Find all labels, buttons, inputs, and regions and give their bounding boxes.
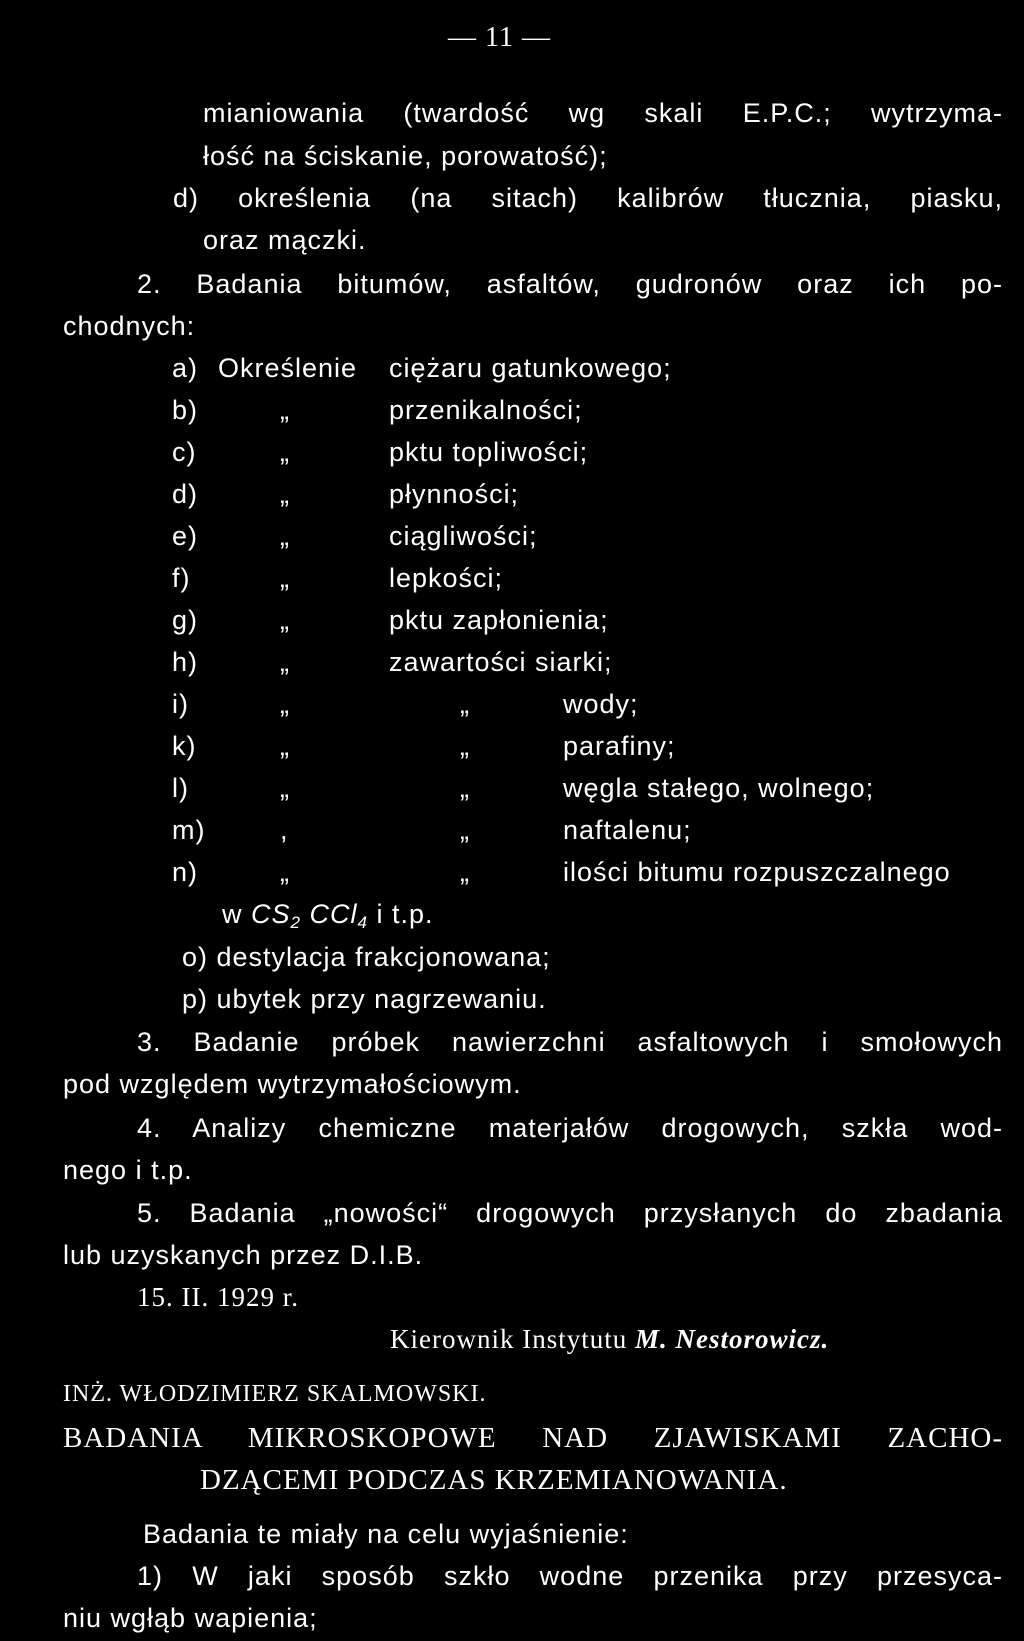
- item-n-continuation: [222, 898, 434, 939]
- item-text: zawartości siarki;: [389, 647, 613, 677]
- ditto-mark: „: [280, 773, 290, 803]
- item-lead: Określenie: [218, 353, 358, 383]
- item-text: przenikalności;: [389, 395, 583, 425]
- ditto-mark: „: [460, 689, 470, 719]
- section-3-cont: pod względem wytrzymałościowym.: [63, 1069, 522, 1099]
- formula-suffix: i t.p.: [376, 899, 434, 929]
- item-letter: l): [172, 773, 189, 803]
- item-letter: f): [172, 563, 191, 593]
- item-letter: c): [172, 437, 197, 467]
- section-5-heading: 5. Badania „nowości“ drogowych przysłanych do zbadania: [137, 1198, 1003, 1228]
- item-text: ilości bitumu rozpuszczalnego: [563, 857, 951, 887]
- item-letter: i): [172, 689, 189, 719]
- item-letter: d): [172, 479, 199, 509]
- ditto-mark: „: [460, 857, 470, 887]
- formula-ccl4: CCl$_4$: [309, 899, 368, 932]
- section-5-cont: lub uzyskanych przez D.I.B.: [63, 1240, 424, 1270]
- ditto-mark: „: [280, 521, 290, 551]
- text-line: d) określenia (na sitach) kalibrów tłucznia, piasku,: [173, 183, 1003, 213]
- item-letter: n): [172, 857, 199, 887]
- ditto-mark: „: [460, 815, 470, 845]
- item-text: pktu topliwości;: [389, 437, 589, 467]
- section-2-heading-cont: chodnych:: [63, 311, 196, 341]
- ditto-mark: ,: [280, 815, 289, 845]
- author-name: INŻ. WŁODZIMIERZ SKALMOWSKI.: [63, 1381, 487, 1407]
- item-letter: a): [172, 353, 199, 383]
- item-text: naftalenu;: [563, 815, 692, 845]
- ditto-mark: „: [280, 857, 290, 887]
- text-line: mianiowania (twardość wg skali E.P.C.; wytrzyma-: [203, 98, 1003, 128]
- body-line: 1) W jaki sposób szkło wodne przenika przy przesyca-: [137, 1561, 1003, 1591]
- text-line: łość na ściskanie, porowatość);: [203, 141, 608, 171]
- item-letter: b): [172, 395, 199, 425]
- ditto-mark: „: [280, 731, 290, 761]
- body-line: niu wgłąb wapienia;: [63, 1603, 318, 1633]
- item-text: ciągliwości;: [389, 521, 538, 551]
- signature-label: Kierownik Instytutu: [390, 1324, 628, 1354]
- ditto-mark: „: [280, 437, 290, 467]
- formula-cs2: $CS_2$: [251, 899, 301, 932]
- item-text: wody;: [563, 689, 639, 719]
- body-line: Badania te miały na celu wyjaśnienie:: [143, 1519, 629, 1549]
- article-title-line1: BADANIA MIKROSKOPOWE NAD ZJAWISKAMI ZACHO-: [63, 1422, 1003, 1454]
- item-letter: h): [172, 647, 199, 677]
- section-4-cont: nego i t.p.: [63, 1155, 193, 1185]
- item-text: parafiny;: [563, 731, 676, 761]
- signature-name: M. Nestorowicz.: [634, 1324, 830, 1354]
- section-3-heading: 3. Badanie próbek nawierzchni asfaltowych i smołowych: [137, 1027, 1003, 1057]
- ditto-mark: „: [280, 689, 290, 719]
- section-2-heading: 2. Badania bitumów, asfaltów, gudronów oraz ich po-: [137, 269, 1003, 299]
- item-text: ciężaru gatunkowego;: [389, 353, 672, 383]
- item-text: węgla stałego, wolnego;: [563, 773, 875, 803]
- item-text: pktu zapłonienia;: [389, 605, 609, 635]
- signature: [390, 1323, 829, 1355]
- item-letter: e): [172, 521, 199, 551]
- formula-prefix: w: [222, 899, 243, 929]
- ditto-mark: „: [280, 605, 290, 635]
- ditto-mark: „: [280, 395, 290, 425]
- article-title-line2: DZĄCEMI PODCZAS KRZEMIANOWANIA.: [200, 1464, 788, 1496]
- text-line: oraz mączki.: [203, 225, 367, 255]
- list-item-o: o) destylacja frakcjonowana;: [182, 942, 551, 972]
- page-number: — 11 —: [448, 22, 551, 53]
- item-letter: k): [172, 731, 197, 761]
- item-letter: g): [172, 605, 199, 635]
- ditto-mark: „: [280, 647, 290, 677]
- ditto-mark: „: [460, 773, 470, 803]
- item-text: lepkości;: [389, 563, 504, 593]
- ditto-mark: „: [280, 479, 290, 509]
- item-letter: m): [172, 815, 206, 845]
- ditto-mark: „: [460, 731, 470, 761]
- ditto-mark: „: [280, 563, 290, 593]
- list-item-p: p) ubytek przy nagrzewaniu.: [182, 984, 547, 1014]
- date: 15. II. 1929 r.: [137, 1282, 299, 1312]
- item-text: płynności;: [389, 479, 520, 509]
- section-4-heading: 4. Analizy chemiczne materjałów drogowych, szkła wod-: [137, 1113, 1003, 1143]
